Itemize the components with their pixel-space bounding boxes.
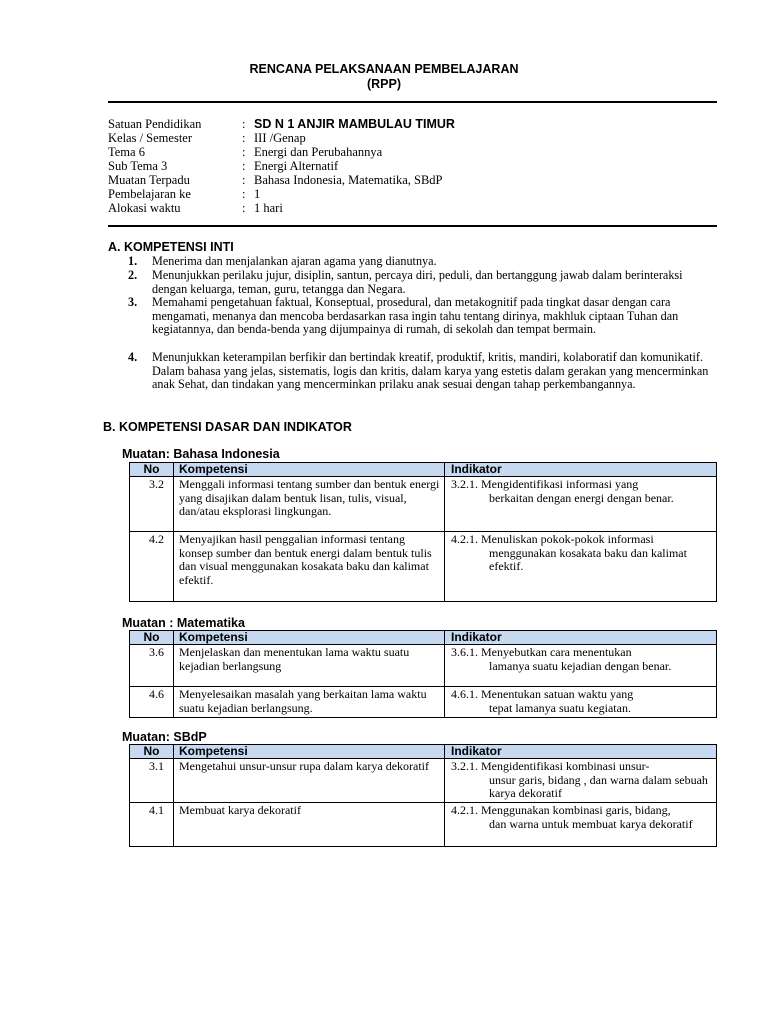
column-header-indikator: Indikator [445, 463, 717, 477]
info-value: Bahasa Indonesia, Matematika, SBdP [254, 173, 443, 187]
ki-text: Memahami pengetahuan faktual, Konseptual, prosedural, dan metakognitif pada tingkat dasar dengan cara mengamati, menanya dan mencoba berdasarkan rasa ingin tahu tentang dirinya, makhluk ciptaan Tuhan dan kegiatannya, dan benda-benda yang dijumpainya di rumah, di sekolah dan tempat bermain. [152, 295, 679, 337]
document-title: RENCANA PELAKSANAAN PEMBELAJARAN [249, 62, 519, 76]
row-indikator [445, 687, 717, 718]
row-kompetensi: Menyelesaikan masalah yang berkaitan lama waktu suatu kejadian berlangsung. [174, 687, 445, 718]
info-colon: : [242, 173, 246, 187]
indikator-code: 4.6.1. [451, 687, 478, 701]
column-header-indikator: Indikator [445, 745, 717, 759]
muatan-title-bahasa-indonesia: Muatan: Bahasa Indonesia [122, 447, 280, 461]
ki-text: Menerima dan menjalankan ajaran agama yang dianutnya. [152, 254, 437, 268]
header-divider-top [108, 101, 717, 103]
ki-number: 2. [128, 268, 138, 282]
row-number: 3.1 [130, 759, 174, 803]
indikator-first-line: Menyebutkan cara menentukan [481, 645, 632, 659]
column-header-kompetensi: Kompetensi [174, 463, 445, 477]
row-kompetensi: Menjelaskan dan menentukan lama waktu suatu kejadian berlangsung [174, 645, 445, 687]
ki-number: 4. [128, 350, 138, 364]
info-colon: : [242, 145, 246, 159]
indikator-continuation: dan warna untuk membuat karya dekoratif [489, 816, 693, 831]
column-header-kompetensi: Kompetensi [174, 745, 445, 759]
indikator-first-line: Mengidentifikasi kombinasi unsur- [481, 759, 650, 773]
info-label: Kelas / Semester [108, 131, 193, 145]
section-b-heading: B. KOMPETENSI DASAR DAN INDIKATOR [103, 420, 352, 434]
row-kompetensi: Menggali informasi tentang sumber dan bentuk energi yang disajikan dalam bentuk lisan, tulis, visual, dan/atau eksplorasi lingkungan. [174, 477, 445, 532]
indikator-continuation: lamanya suatu kejadian dengan benar. [489, 658, 672, 673]
table-row [130, 759, 717, 803]
ki-item [128, 296, 718, 352]
column-header-kompetensi: Kompetensi [174, 631, 445, 645]
ki-text: Menunjukkan perilaku jujur, disiplin, santun, percaya diri, peduli, dan bertanggung jawab dalam berinteraksi dengan keluarga, teman, guru, tetangga dan Negara. [152, 268, 683, 296]
info-colon: : [242, 131, 246, 145]
table-header-row [130, 631, 717, 645]
indikator-code: 3.2.1. [451, 759, 478, 773]
kd-table-matematika [129, 630, 717, 718]
indikator-first-line: Mengidentifikasi informasi yang [481, 477, 639, 491]
indikator-continuation: tepat lamanya suatu kegiatan. [489, 700, 631, 715]
indikator-continuation: unsur garis, bidang , dan warna dalam sebuah karya dekoratif [489, 772, 708, 800]
ki-number: 1. [128, 254, 138, 268]
table-row [130, 687, 717, 718]
kd-table-bahasa-indonesia [129, 462, 717, 602]
info-value: III /Genap [254, 131, 306, 145]
info-value: Energi Alternatif [254, 159, 339, 173]
info-value: 1 hari [254, 201, 283, 215]
muatan-title-sbdp: Muatan: SBdP [122, 730, 207, 744]
info-label: Muatan Terpadu [108, 173, 190, 187]
table-row [130, 645, 717, 687]
table-header-row [130, 745, 717, 759]
ki-number: 3. [128, 295, 138, 309]
indikator-code: 4.2.1. [451, 803, 478, 817]
info-colon: : [242, 201, 246, 215]
row-indikator [445, 759, 717, 803]
indikator-continuation: berkaitan dengan energi dengan benar. [489, 490, 674, 505]
ki-item [128, 269, 718, 297]
row-indikator [445, 645, 717, 687]
info-label: Pembelajaran ke [108, 187, 191, 201]
row-number: 3.2 [130, 477, 174, 532]
column-header-no: No [130, 745, 174, 759]
ki-item [128, 255, 718, 269]
row-indikator [445, 803, 717, 847]
column-header-no: No [130, 463, 174, 477]
indikator-code: 4.2.1. [451, 532, 478, 546]
row-number: 4.6 [130, 687, 174, 718]
indikator-first-line: Menuliskan pokok-pokok informasi [481, 532, 654, 546]
row-kompetensi: Menyajikan hasil penggalian informasi tentang konsep sumber dan bentuk energi dalam bentuk tulis dan visual menggunakan kosakata baku dan kalimat efektif. [174, 532, 445, 602]
row-number: 4.2 [130, 532, 174, 602]
ki-item [128, 351, 718, 407]
info-colon: : [242, 117, 246, 131]
row-number: 4.1 [130, 803, 174, 847]
info-label: Sub Tema 3 [108, 159, 168, 173]
table-row [130, 803, 717, 847]
ki-text: Menunjukkan keterampilan berfikir dan bertindak kreatif, produktif, kritis, mandiri, kolaboratif dan komunikatif. Dalam bahasa yang jelas, sistematis, logis dan kritis, dalam karya yang estetis dalam gerakan yang mencerminkan anak Sehat, dan tindakan yang mencerminkan prilaku anak sesuai dengan tahap perkembangannya. [152, 350, 709, 392]
info-value: SD N 1 ANJIR MAMBULAU TIMUR [254, 117, 455, 131]
row-kompetensi: Membuat karya dekoratif [174, 803, 445, 847]
info-colon: : [242, 159, 246, 173]
muatan-title-matematika: Muatan : Matematika [122, 616, 245, 630]
column-header-indikator: Indikator [445, 631, 717, 645]
info-colon: : [242, 187, 246, 201]
row-indikator [445, 532, 717, 602]
row-indikator [445, 477, 717, 532]
indikator-code: 3.6.1. [451, 645, 478, 659]
indikator-continuation: menggunakan kosakata baku dan kalimat efektif. [489, 545, 687, 573]
table-row [130, 477, 717, 532]
section-a-heading: A. KOMPETENSI INTI [108, 240, 234, 254]
info-label: Tema 6 [108, 145, 145, 159]
info-value: Energi dan Perubahannya [254, 145, 383, 159]
info-label: Satuan Pendidikan [108, 117, 202, 131]
indikator-first-line: Menggunakan kombinasi garis, bidang, [481, 803, 671, 817]
indikator-first-line: Menentukan satuan waktu yang [481, 687, 634, 701]
info-label: Alokasi waktu [108, 201, 181, 215]
indikator-code: 3.2.1. [451, 477, 478, 491]
table-row [130, 532, 717, 602]
kd-table-sbdp [129, 744, 717, 847]
document-subtitle: (RPP) [366, 77, 402, 91]
row-number: 3.6 [130, 645, 174, 687]
header-divider-bottom [108, 225, 717, 227]
column-header-no: No [130, 631, 174, 645]
row-kompetensi: Mengetahui unsur-unsur rupa dalam karya dekoratif [174, 759, 445, 803]
table-header-row [130, 463, 717, 477]
info-value: 1 [254, 187, 261, 201]
